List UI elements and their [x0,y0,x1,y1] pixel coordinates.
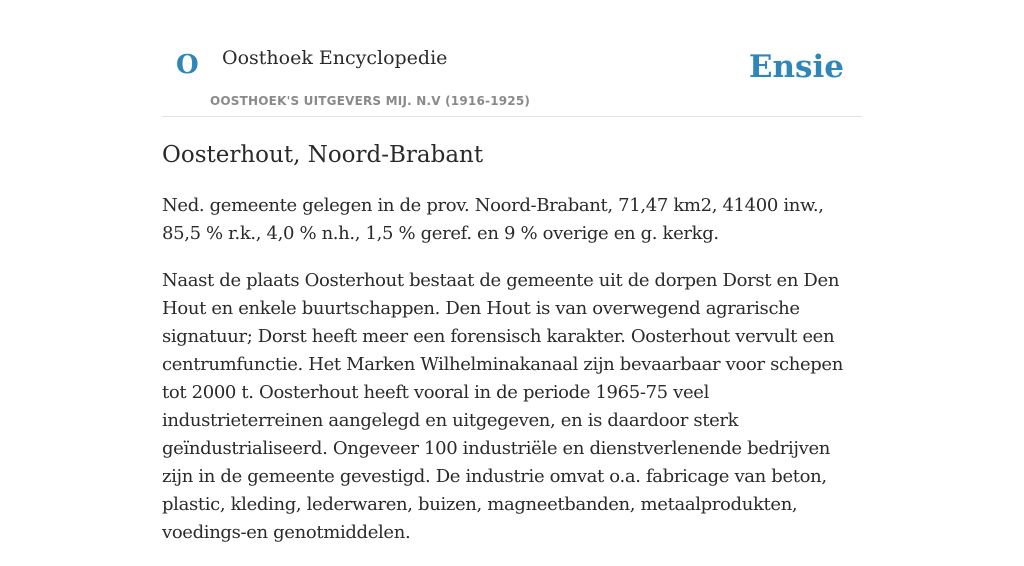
publisher-subtitle: OOSTHOEK'S UITGEVERS MIJ. N.V (1916-1925) [210,94,531,108]
article-title: Oosterhout, Noord-Brabant [162,142,484,168]
content-container [162,0,862,543]
article-body [162,192,862,566]
article-paragraph: Naast de plaats Oosterhout bestaat de gemeente uit de dorpen Dorst en Den Hout en enkele buurtschappen. Den Hout is van overwegend agrarische signatuur; Dorst heeft meer een forensisch karakter. Oosterhout vervult een centrumfunctie. Het Marken Wilhelminakanaal zijn bevaarbaar voor schepen tot 2000 t. Oosterhout heeft vooral in de periode 1965-75 veel industrieterreinen aangelegd en uitgegeven, en is daardoor sterk geïndustrialiseerd. Ongeveer 100 industriële en dienstverlenende bedrijven zijn in de gemeente gevestigd. De industrie omvat o.a. fabricage van beton, plastic, kleding, lederwaren, buizen, magneetbanden, metaalprodukten, voedings-en genotmiddelen. [162,270,843,543]
article-paragraph: Ned. gemeente gelegen in de prov. Noord-Brabant, 71,47 km2, 41400 inw., 85,5 % r.k., 4,0 % n.h., 1,5 % geref. en 9 % overige en g. kerkg. [162,195,824,244]
encyclopedia-logo-link[interactable]: O [176,50,199,80]
ensie-brand-link[interactable]: Ensie [748,49,844,85]
site-header [162,0,862,117]
encyclopedia-title-link[interactable]: Oosthoek Encyclopedie [222,47,448,69]
